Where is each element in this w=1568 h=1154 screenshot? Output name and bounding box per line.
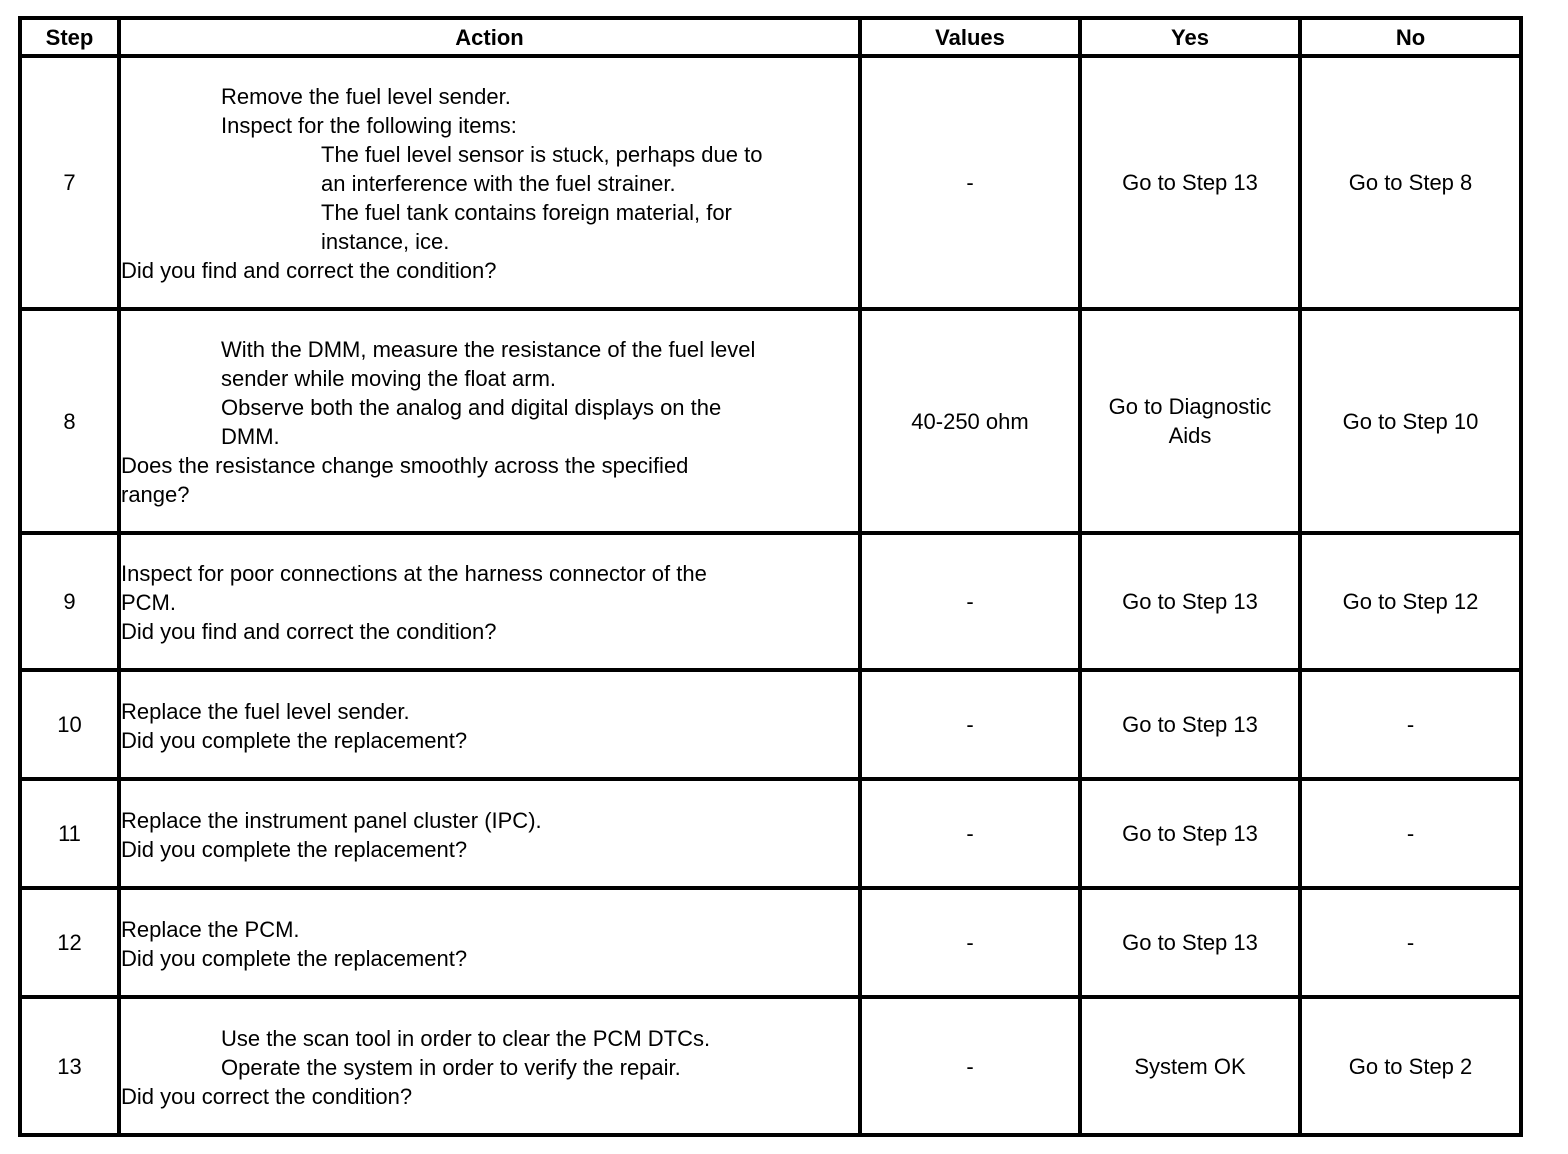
header-action: Action xyxy=(119,18,860,56)
action-line: sender while moving the float arm. xyxy=(221,366,557,391)
step-number: 12 xyxy=(20,888,119,997)
action-instructions xyxy=(121,82,858,256)
yes-cell: Go to Step 13 xyxy=(1080,533,1300,670)
yes-cell xyxy=(1080,309,1300,533)
values-cell: - xyxy=(860,670,1080,779)
values-cell: - xyxy=(860,779,1080,888)
no-cell: - xyxy=(1300,888,1521,997)
action-line: PCM. xyxy=(121,590,176,615)
table-row-step-13 xyxy=(20,997,1521,1135)
action-question: Did you complete the replacement? xyxy=(121,727,468,753)
action-instructions xyxy=(121,559,858,617)
action-line: The fuel tank contains foreign material, for xyxy=(321,200,732,225)
step-number: 13 xyxy=(20,997,119,1135)
table-row-step-10 xyxy=(20,670,1521,779)
action-line: an interference with the fuel strainer. xyxy=(321,171,676,196)
yes-cell: Go to Step 13 xyxy=(1080,56,1300,309)
values-cell: - xyxy=(860,997,1080,1135)
table-row-step-7 xyxy=(20,56,1521,309)
yes-cell: Go to Step 13 xyxy=(1080,779,1300,888)
action-cell xyxy=(119,533,860,670)
no-cell: Go to Step 12 xyxy=(1300,533,1521,670)
action-line: Replace the fuel level sender. xyxy=(121,698,410,724)
action-line: DMM. xyxy=(221,424,280,449)
no-cell: Go to Step 10 xyxy=(1300,309,1521,533)
no-cell: Go to Step 2 xyxy=(1300,997,1521,1135)
table-row-step-8 xyxy=(20,309,1521,533)
table-row-step-12 xyxy=(20,888,1521,997)
header-step: Step xyxy=(20,18,119,56)
no-cell: - xyxy=(1300,779,1521,888)
action-cell xyxy=(119,670,860,779)
step-number: 11 xyxy=(20,779,119,888)
action-instructions xyxy=(121,335,858,451)
table-row-step-9 xyxy=(20,533,1521,670)
action-cell xyxy=(119,888,860,997)
step-number: 7 xyxy=(20,56,119,309)
yes-line: Go to Diagnostic xyxy=(1108,394,1272,419)
action-cell xyxy=(119,779,860,888)
header-yes: Yes xyxy=(1080,18,1300,56)
action-line: With the DMM, measure the resistance of the fuel level xyxy=(221,337,756,362)
action-line: Inspect for the following items: xyxy=(221,113,517,138)
diagnostic-table xyxy=(18,16,1523,1137)
action-line: Use the scan tool in order to clear the PCM DTCs. xyxy=(221,1025,711,1051)
action-question xyxy=(121,451,858,509)
action-question: Did you correct the condition? xyxy=(121,1083,413,1109)
action-question-line: Does the resistance change smoothly across the specified xyxy=(121,453,689,478)
action-question: Did you complete the replacement? xyxy=(121,945,468,971)
action-question: Did you find and correct the condition? xyxy=(121,258,497,283)
header-row xyxy=(20,18,1521,56)
values-cell: 40-250 ohm xyxy=(860,309,1080,533)
step-number: 10 xyxy=(20,670,119,779)
action-instructions xyxy=(121,1024,858,1082)
values-cell: - xyxy=(860,56,1080,309)
action-cell xyxy=(119,309,860,533)
action-line: Replace the instrument panel cluster (IPC). xyxy=(121,807,542,833)
action-line: Inspect for poor connections at the harness connector of the xyxy=(121,561,707,586)
yes-cell: Go to Step 13 xyxy=(1080,670,1300,779)
action-line: The fuel level sensor is stuck, perhaps due to xyxy=(321,142,763,167)
values-cell: - xyxy=(860,888,1080,997)
yes-cell: System OK xyxy=(1080,997,1300,1135)
action-cell xyxy=(119,997,860,1135)
no-cell: Go to Step 8 xyxy=(1300,56,1521,309)
action-cell xyxy=(119,56,860,309)
values-cell: - xyxy=(860,533,1080,670)
action-question-line: range? xyxy=(121,482,190,507)
yes-cell: Go to Step 13 xyxy=(1080,888,1300,997)
action-question: Did you find and correct the condition? xyxy=(121,619,497,644)
action-question: Did you complete the replacement? xyxy=(121,836,468,862)
action-line: Operate the system in order to verify the repair. xyxy=(221,1054,681,1080)
yes-line: Aids xyxy=(1168,423,1212,448)
step-number: 9 xyxy=(20,533,119,670)
action-line: Remove the fuel level sender. xyxy=(221,84,511,109)
step-number: 8 xyxy=(20,309,119,533)
header-no: No xyxy=(1300,18,1521,56)
table-row-step-11 xyxy=(20,779,1521,888)
action-line: Replace the PCM. xyxy=(121,916,300,942)
action-line: instance, ice. xyxy=(321,229,450,254)
no-cell: - xyxy=(1300,670,1521,779)
action-line: Observe both the analog and digital displays on the xyxy=(221,395,722,420)
header-values: Values xyxy=(860,18,1080,56)
